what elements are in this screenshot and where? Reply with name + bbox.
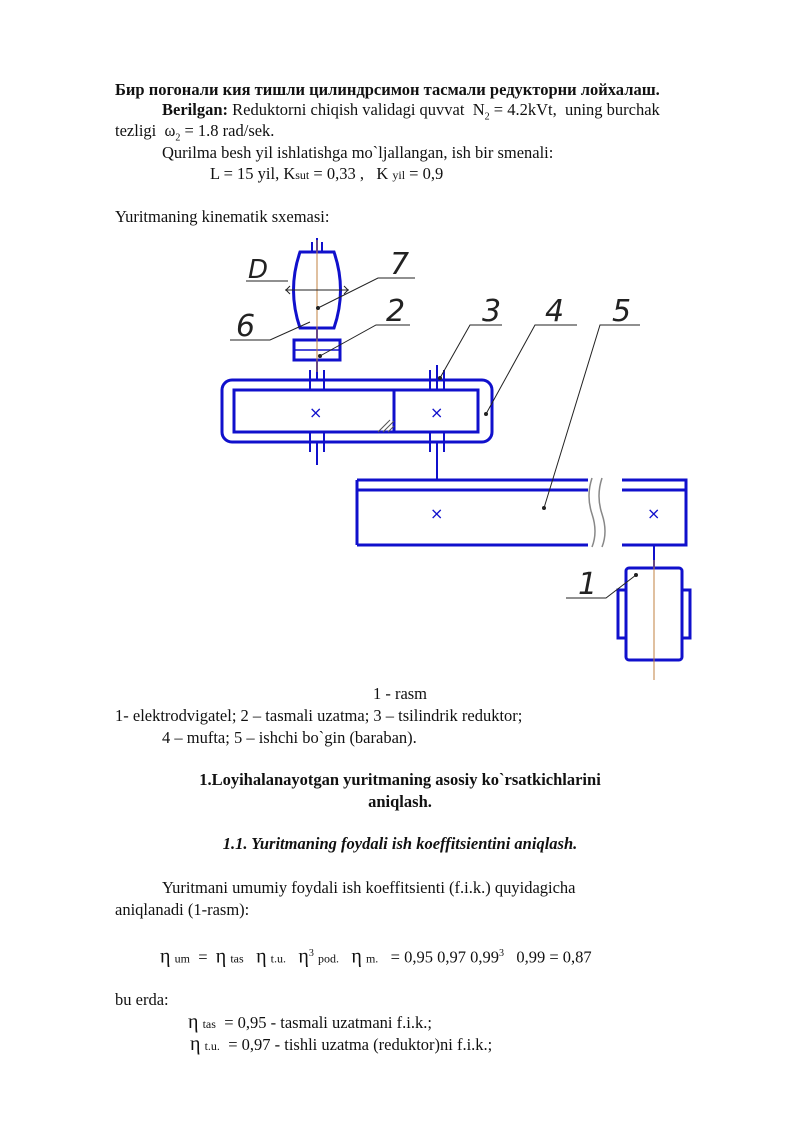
eta-symbol: η	[160, 945, 171, 968]
kyil-subscript: yil	[392, 168, 406, 182]
service-line: Qurilma besh yil ishlatishga mo`ljallangan, ish bir smenali:	[162, 143, 554, 162]
document-heading: Бир погонали кия тишли цилиндрсимон тасмали редукторни лойхалаш.	[115, 80, 660, 99]
definition-row: η tas = 0,95 - tasmali uzatmani f.i.k.;	[188, 1011, 432, 1033]
ksut-value: = 0,33 ,	[313, 164, 364, 183]
label-2: 2	[386, 294, 406, 329]
drum-body	[357, 480, 686, 545]
ksut-symbol: K	[283, 164, 296, 183]
shaft-mark-1: ×	[309, 403, 323, 422]
label-7: 7	[390, 247, 410, 282]
section-1-title-a: 1.Loyihalanayotgan yuritmaning asosiy ko`rsatkichlarini	[199, 770, 601, 789]
power-symbol: N	[472, 100, 485, 119]
label-5: 5	[612, 294, 632, 329]
ksut-subscript: sut	[295, 168, 310, 182]
bu-erda-label: bu erda:	[115, 990, 169, 1009]
definition-row: η t.u. = 0,97 - tishli uzatma (reduktor)ni f.i.k.;	[190, 1033, 493, 1055]
omega-value: = 1.8 rad/sek.	[184, 121, 275, 140]
kyil-symbol: K	[376, 164, 389, 183]
formula-rhs: = 0,95 0,97 0,99	[390, 947, 499, 967]
dimension-d-label: D	[248, 255, 269, 285]
paragraph-line-2: aniqlanadi (1-rasm):	[115, 900, 250, 919]
omega-symbol: ω	[164, 121, 176, 140]
given-text: Reduktorni chiqish validagi quvvat	[232, 100, 465, 119]
efficiency-formula: η um = η tas η t.u. $\eta^3$ pod. η m. = 0,95 0,97 0,99$^3$ 0,99 = 0,87	[160, 945, 592, 968]
power-subscript: 2	[484, 111, 490, 123]
legend-line-1: 1- elektrodvigatel; 2 – tasmali uzatma; 3 – tsilindrik reduktor;	[115, 706, 523, 725]
label-1: 1	[578, 567, 598, 602]
label-3: 3	[482, 294, 502, 329]
formula-result: 0,99 = 0,87	[516, 947, 592, 967]
given-tail: uning burchak	[564, 100, 660, 119]
eta-um-sub: um	[174, 951, 190, 966]
shaft-mark-4: ×	[647, 504, 661, 523]
shaft-mark-2: ×	[430, 403, 444, 422]
lifetime-param: L = 15 yil,	[210, 164, 280, 183]
legend-line-2: 4 – mufta; 5 – ishchi bo`gin (baraban).	[162, 728, 417, 747]
shaft-mark-3: ×	[430, 504, 444, 523]
power-value: = 4.2kVt,	[493, 100, 557, 119]
scheme-title: Yuritmaning kinematik sxemasi:	[115, 207, 330, 226]
label-6: 6	[236, 309, 256, 344]
figure-caption: 1 - rasm	[372, 684, 428, 703]
kyil-value: = 0,9	[409, 164, 444, 183]
label-4: 4	[545, 294, 565, 329]
paragraph-line-1: Yuritmani umumiy foydali ish koeffitsienti (f.i.k.) quyidagicha	[162, 878, 576, 897]
section-1-title-b: aniqlash.	[368, 792, 432, 811]
omega-label: tezligi	[115, 121, 157, 140]
section-1-1-title: 1.1. Yuritmaning foydali ish koeffitsientini aniqlash.	[222, 834, 578, 853]
given-label: Berilgan:	[162, 100, 228, 119]
omega-subscript: 2	[175, 132, 181, 144]
